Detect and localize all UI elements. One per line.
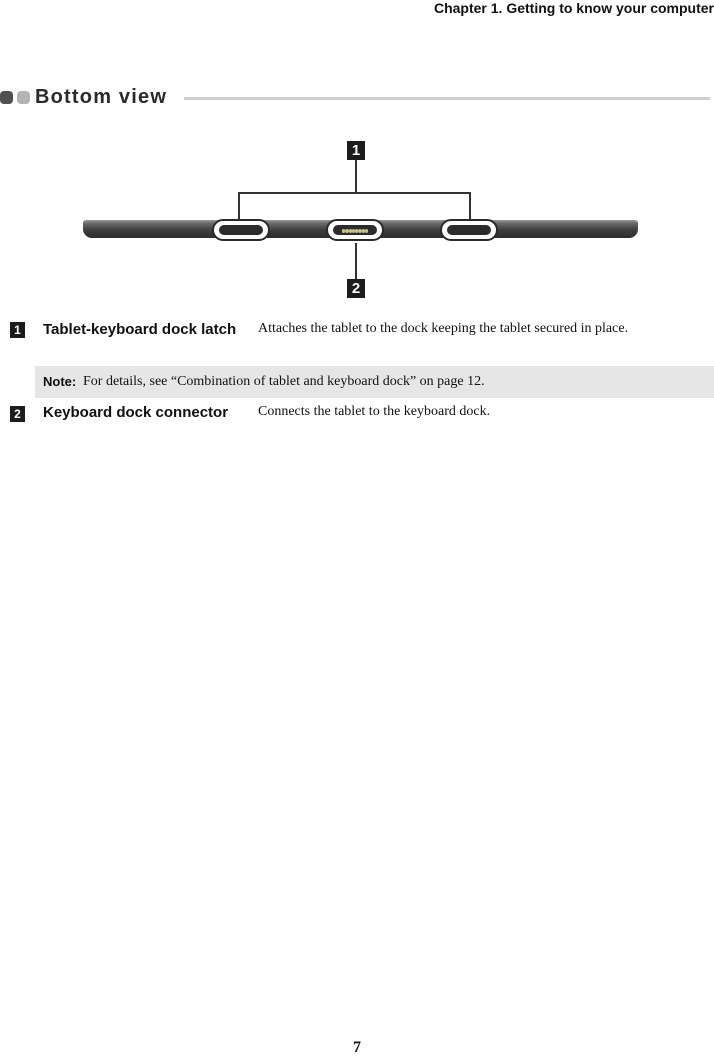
description-table [0,318,714,428]
note-box [35,366,714,398]
light-bullet-icon [17,91,30,104]
callout-1-leader [355,160,357,193]
item-number-badge: 1 [10,322,25,338]
chapter-header: Chapter 1. Getting to know your computer [433,0,714,16]
connector-slot [333,225,377,235]
item-label: Tablet-keyboard dock latch [43,321,237,338]
table-row [0,318,714,366]
connector-pins [342,229,368,233]
section-heading [0,86,712,110]
dock-latch-right [440,219,498,241]
note-label: Note: [43,374,77,389]
title-rule [184,97,710,100]
dock-latch-left [212,219,270,241]
latch-slot [219,225,263,235]
callout-1-bracket-right-leg [469,192,471,222]
callout-1: 1 [347,141,365,160]
table-row [0,398,714,428]
callout-1-bracket-left-leg [238,192,240,222]
note-text: For details, see “Combination of tablet and keyboard dock” on page 12. [83,374,485,389]
page-number: 7 [353,1039,361,1056]
item-description: Attaches the tablet to the dock keeping the tablet secured in place. [258,321,629,336]
latch-slot [447,225,491,235]
keyboard-dock-connector [326,219,384,241]
dark-bullet-icon [0,91,13,104]
callout-1-bracket [238,192,471,194]
connector-pin [365,229,368,233]
callout-2-leader [355,243,357,279]
callout-2: 2 [347,279,365,298]
item-description: Connects the tablet to the keyboard dock. [258,404,491,419]
item-label: Keyboard dock connector [43,404,229,421]
section-title: Bottom view [35,86,168,108]
item-number-badge: 2 [10,406,25,422]
bottom-view-figure [0,130,714,305]
